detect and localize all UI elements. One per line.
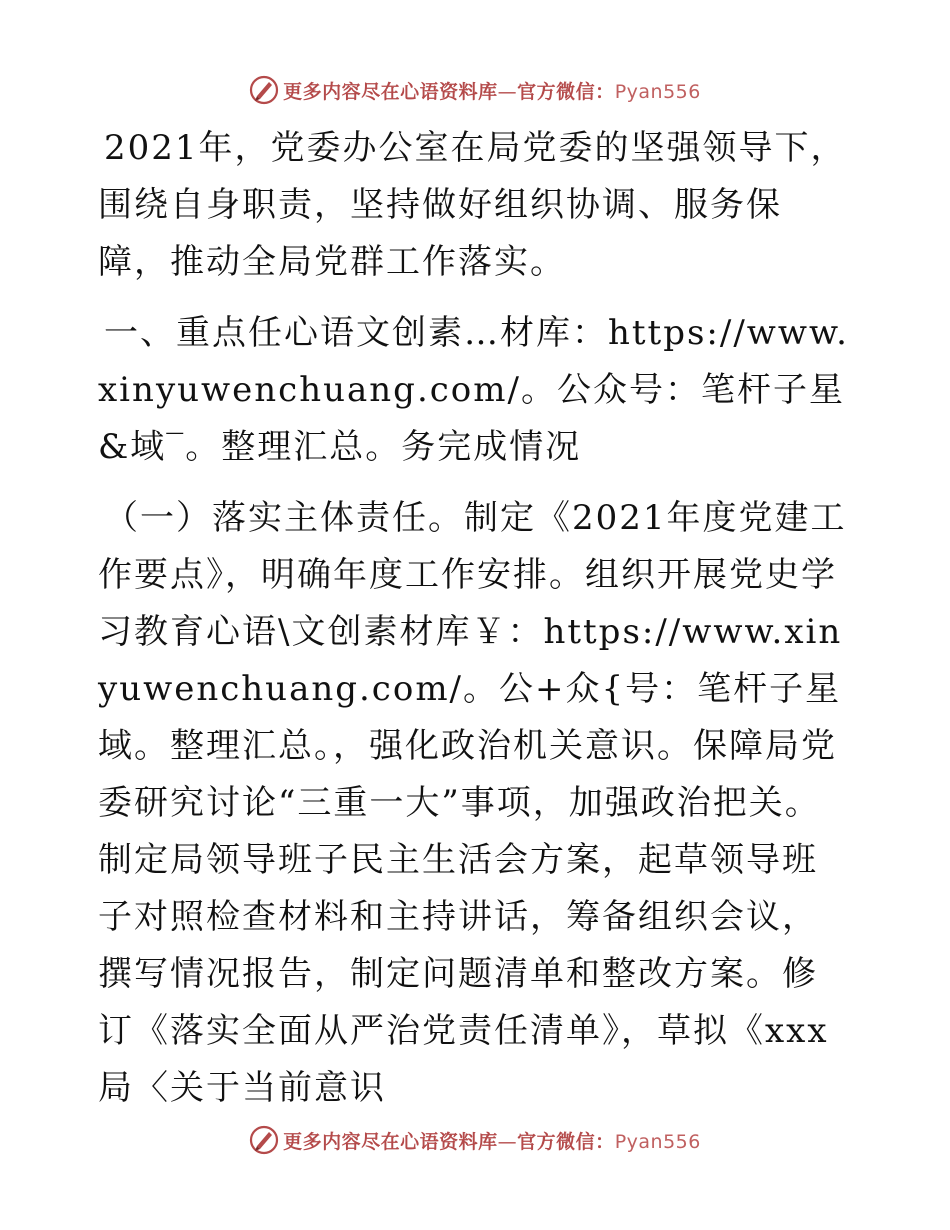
document-body bbox=[98, 120, 850, 1117]
header-banner bbox=[0, 70, 950, 110]
banner-account-id: Pyan556 bbox=[614, 80, 701, 103]
pen-logo-icon bbox=[249, 1125, 279, 1155]
banner-account-label: 官方微信： bbox=[517, 80, 615, 103]
banner-separator: — bbox=[497, 1130, 518, 1153]
paragraph-intro: 2021年，党委办公室在局党委的坚强领导下，围绕自身职责，坚持做好组织协调、服务保障，推动全局党群工作落实。 bbox=[98, 128, 847, 282]
footer-banner bbox=[0, 1120, 950, 1160]
banner-text bbox=[283, 77, 701, 104]
paragraph-subsection-one: （一）落实主体责任。制定《2021年度党建工作要点》，明确年度工作安排。组织开展党史学习教育心语\文创素材库￥：https://www.xinyuwenchuang.com/。公+众{号：笔杆子星域。整理汇总。，强化政治机关意识。保障局党委研究讨论“三重一大”事项，加强政治把关。制定局领导班子民主生活会方案，起草领导班子对照检查材料和主持讲话，筹备组织会议，撰写情况报告，制定问题清单和整改方案。修订《落实全面从严治党责任清单》，草拟《xxx局〈关于当前意识 bbox=[98, 498, 847, 1108]
pen-logo-icon bbox=[249, 75, 279, 105]
banner-text bbox=[283, 1127, 701, 1154]
banner-main-text: 更多内容尽在心语资料库 bbox=[283, 80, 498, 103]
banner-account-label: 官方微信： bbox=[517, 1130, 615, 1153]
banner-account-id: Pyan556 bbox=[614, 1130, 701, 1153]
paragraph-section-one: 一、重点任心语文创素…材库：https://www.xinyuwenchuang.com/。公众号：笔杆子星&域‾。整理汇总。务完成情况 bbox=[98, 313, 849, 467]
banner-main-text: 更多内容尽在心语资料库 bbox=[283, 1130, 498, 1153]
banner-separator: — bbox=[497, 80, 518, 103]
